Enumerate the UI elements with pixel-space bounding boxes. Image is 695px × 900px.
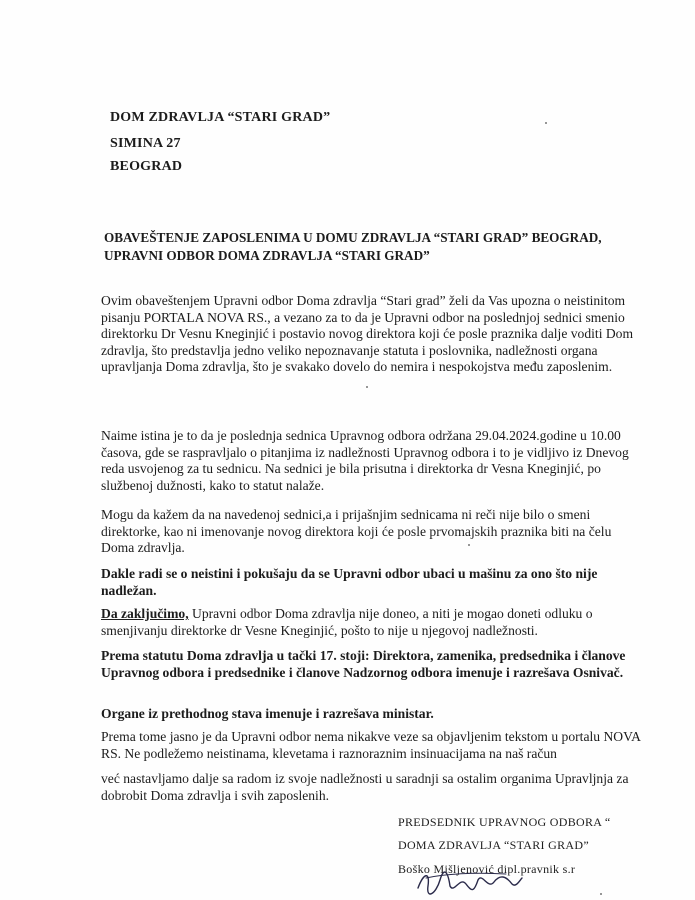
institution-city: BEOGRAD [110,159,183,174]
signature-title-line-1: PREDSEDNIK UPRAVNOG ODBORA “ [398,815,611,829]
conclusion-text: Upravni odbor Doma zdravlja nije doneo, a niti je mogao doneti odluku o smenjivanju direktorke dr Vesne Kneginjić, pošto to nije u njegovoj nadležnosti. [101,606,593,638]
scan-speck [468,544,470,546]
handwritten-signature [414,866,524,896]
institution-street: SIMINA 27 [110,136,181,151]
signature-title-line-2: DOMA ZDRAVLJA “STARI GRAD” [398,838,589,852]
institution-name: DOM ZDRAVLJA “STARI GRAD” [110,110,331,125]
paragraph-session: Naime istina je to da je poslednja sednica Upravnog odbora održana 29.04.2024.godine u 10.00 časova, gde se raspravljalo o pitanjima iz nadležnosti Upravnog odbora i to je vidljivo iz Dnevog reda usvojenog za tu sednicu. Na sednici je bila prisutna i direktorka dr Vesna Kneginjić, po službenoj dužnosti, kako to statut nalaže. [101,428,629,493]
title-line-2: UPRAVNI ODBOR DOMA ZDRAVLJA “STARI GRAD” [104,248,430,263]
scan-speck [600,893,602,895]
paragraph-no-dismissal: Mogu da kažem da na navedenoj sednici,a i prijašnjim sednicama ni reči nije bilo o smeni direktorke, kao ni imenovanje novog direktora koji će posle prvomajskih praznika biti na čelu Doma zdravlja. [101,507,612,555]
scan-speck [545,122,547,124]
paragraph-intro: Ovim obaveštenjem Upravni odbor Doma zdravlja “Stari grad” želi da Vas upozna o neistinitom pisanju PORTALA NOVA RS., a vezano za to da je Upravni odbor na poslednjoj sednici smenio direktorku Dr Vesnu Kneginjić i postavio novog direktora koji će posle praznika dalje voditi Dom zdravlja, što predstavlja jedno veliko nepoznavanje statuta i poslovnika, nadležnosti organa upravljanja Doma zdravlja, što je svakako dovelo do nemira i nespokojstva među zaposlenim. [101,293,634,374]
paragraph-conclusion-bold: Dakle radi se o neistini i pokušaju da se Upravni odbor ubaci u mašinu za ono što nije nadležan. [101,566,598,598]
scan-speck [366,386,368,388]
paragraph-minister: Organe iz prethodnog stava imenuje i razrešava ministar. [101,706,434,721]
signature-name: Boško Mišljenović dipl.pravnik s.r [398,862,576,876]
conclusion-lead: Da zaključimo, [101,606,189,621]
paragraph-portal: Prema tome jasno je da Upravni odbor nema nikakve veze sa objavljenim tekstom u portalu NOVA RS. Ne podležemo neistinama, klevetama i raznoraznim insinuacijama na naš račun [101,729,641,761]
title-line-1: OBAVEŠTENJE ZAPOSLENIMA U DOMU ZDRAVLJA “STARI GRAD” BEOGRAD, [104,230,602,245]
paragraph-continue: već nastavljamo dalje sa radom iz svoje nadležnosti u saradnji sa ostalim organima Upravljnja za dobrobit Doma zdravlja i svih zaposlenih. [101,771,629,803]
paragraph-statute: Prema statutu Doma zdravlja u tački 17. stoji: Direktora, zamenika, predsednika i članove Upravnog odbora i predsednike i članove Nadzornog odbora imenuje i razrešava Osnivač. [101,648,626,680]
paragraph-conclude [101,606,641,639]
